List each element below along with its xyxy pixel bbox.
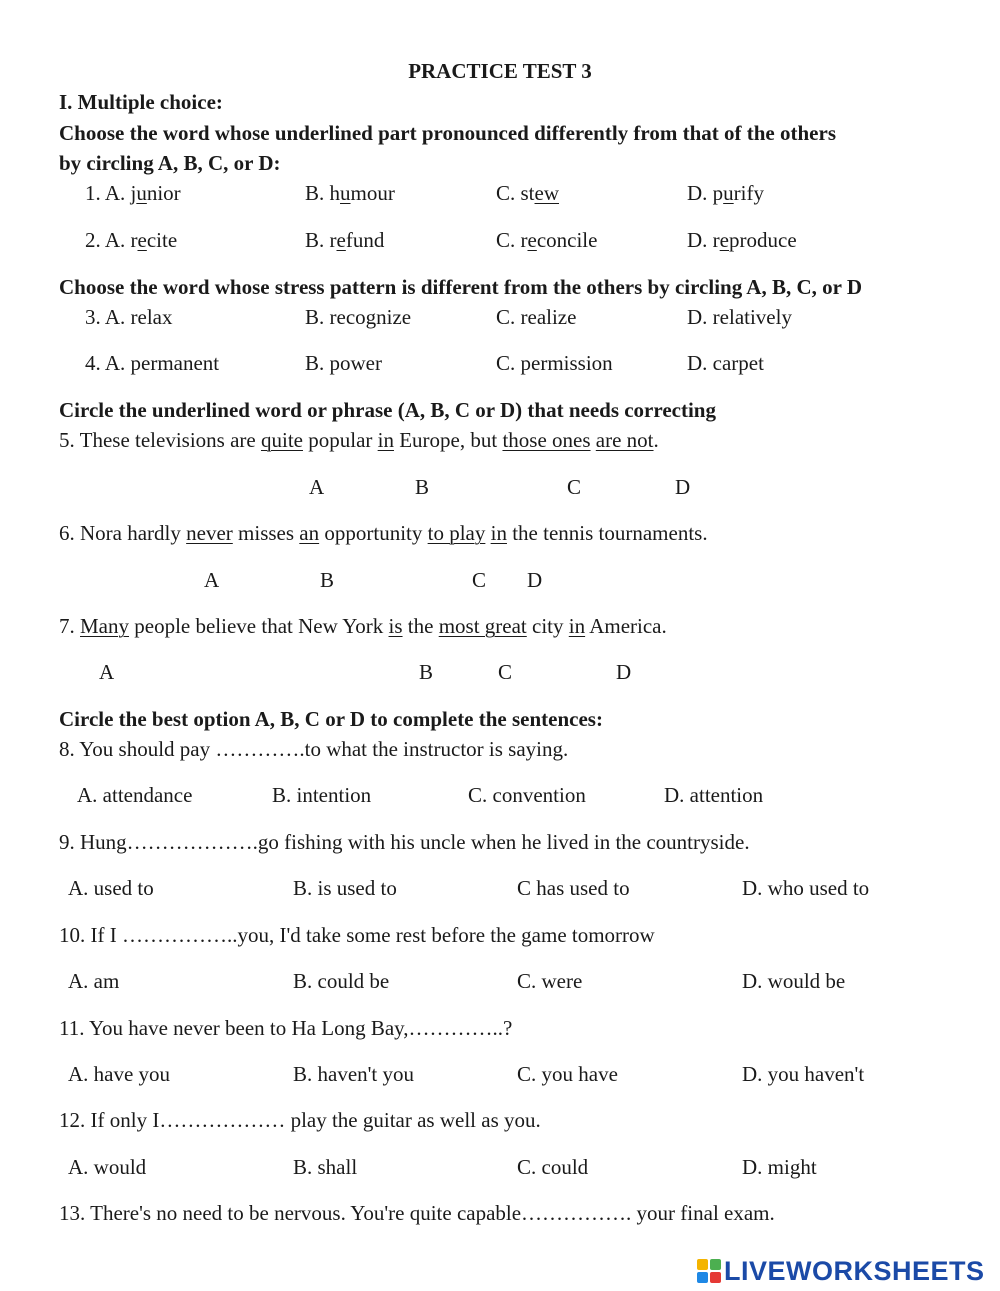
q9-option-a[interactable]: A. used to [68, 876, 154, 900]
q4-option-b[interactable]: B. power [305, 351, 382, 375]
q9-stem: 9. Hung……………….go fishing with his uncle when he lived in the countryside. [59, 830, 750, 854]
q4-option-c[interactable]: C. permission [496, 351, 613, 375]
q7-sentence: 7. Many people believe that New York is the most great city in America. [59, 614, 667, 638]
q3-option-c[interactable]: C. realize [496, 305, 577, 329]
q3-option-d[interactable]: D. relatively [687, 305, 792, 329]
q5-letter-b[interactable]: B [415, 475, 430, 499]
q6-letter-a[interactable]: A [204, 568, 220, 592]
q3-option-b[interactable]: B. recognize [305, 305, 412, 329]
q1-option-d[interactable]: D. purify [687, 181, 764, 205]
q8-option-d[interactable]: D. attention [664, 783, 764, 807]
q6-letter-b[interactable]: B [320, 568, 335, 592]
page-title: PRACTICE TEST 3 [408, 59, 592, 83]
q2-option-d[interactable]: D. reproduce [687, 228, 797, 252]
q11-option-b[interactable]: B. haven't you [293, 1062, 415, 1086]
q8-option-a[interactable]: A. attendance [77, 783, 193, 807]
q5-letter-a[interactable]: A [309, 475, 325, 499]
completion-instruction: Circle the best option A, B, C or D to complete the sentences: [59, 707, 603, 731]
logo-square-3 [697, 1272, 708, 1283]
logo-text: LIVEWORKSHEETS [724, 1255, 985, 1286]
pronunciation-instruction-line-2: by circling A, B, C, or D: [59, 151, 281, 175]
q4-option-a[interactable]: 4. A. permanent [85, 351, 220, 375]
q2-option-a[interactable]: 2. A. recite [85, 228, 178, 252]
q12-option-b[interactable]: B. shall [293, 1155, 358, 1179]
q9-option-d[interactable]: D. who used to [742, 876, 870, 900]
q3-option-a[interactable]: 3. A. relax [85, 305, 173, 329]
q7-letter-a[interactable]: A [99, 660, 115, 684]
pronunciation-instruction-line-1: Choose the word whose underlined part pronounced differently from that of the others [59, 121, 836, 145]
q5-letter-d[interactable]: D [675, 475, 691, 499]
q1-option-c[interactable]: C. stew [496, 181, 560, 205]
q8-option-c[interactable]: C. convention [468, 783, 586, 807]
q10-option-d[interactable]: D. would be [742, 969, 846, 993]
q1-option-a[interactable]: 1. A. junior [85, 181, 181, 205]
q2-option-c[interactable]: C. reconcile [496, 228, 598, 252]
correction-instruction: Circle the underlined word or phrase (A, B, C or D) that needs correcting [59, 398, 716, 422]
logo-square-2 [710, 1259, 721, 1270]
q6-letter-d[interactable]: D [527, 568, 543, 592]
q10-option-c[interactable]: C. were [517, 969, 583, 993]
liveworksheets-logo [697, 1255, 985, 1287]
q7-letter-d[interactable]: D [616, 660, 632, 684]
q12-option-c[interactable]: C. could [517, 1155, 589, 1179]
q11-option-c[interactable]: C. you have [517, 1062, 618, 1086]
q7-letter-c[interactable]: C [498, 660, 513, 684]
q8-option-b[interactable]: B. intention [272, 783, 372, 807]
q9-option-c[interactable]: C has used to [517, 876, 630, 900]
q1-option-b[interactable]: B. humour [305, 181, 395, 205]
q12-option-a[interactable]: A. would [68, 1155, 147, 1179]
q10-stem: 10. If I ……………..you, I'd take some rest before the game tomorrow [59, 923, 655, 947]
q5-letter-c[interactable]: C [567, 475, 582, 499]
q11-option-a[interactable]: A. have you [68, 1062, 171, 1086]
logo-square-4 [710, 1272, 721, 1283]
q11-stem: 11. You have never been to Ha Long Bay,…………..? [59, 1016, 513, 1040]
section-heading: I. Multiple choice: [59, 90, 223, 114]
q10-option-b[interactable]: B. could be [293, 969, 390, 993]
q4-option-d[interactable]: D. carpet [687, 351, 764, 375]
logo-square-1 [697, 1259, 708, 1270]
q2-option-b[interactable]: B. refund [305, 228, 385, 252]
q7-letter-b[interactable]: B [419, 660, 434, 684]
q6-sentence: 6. Nora hardly never misses an opportunity to play in the tennis tournaments. [59, 521, 708, 545]
q6-letter-c[interactable]: C [472, 568, 487, 592]
q5-sentence: 5. These televisions are quite popular in Europe, but those ones are not. [59, 428, 659, 452]
logo-grid-icon [697, 1259, 721, 1283]
q12-option-d[interactable]: D. might [742, 1155, 817, 1179]
stress-instruction: Choose the word whose stress pattern is different from the others by circling A, B, C, or D [59, 275, 862, 299]
q8-stem: 8. You should pay ………….to what the instructor is saying. [59, 737, 569, 761]
q9-option-b[interactable]: B. is used to [293, 876, 397, 900]
q11-option-d[interactable]: D. you haven't [742, 1062, 865, 1086]
q12-stem: 12. If only I……………… play the guitar as well as you. [59, 1108, 541, 1132]
q13-stem: 13. There's no need to be nervous. You're quite capable……………. your final exam. [59, 1201, 775, 1225]
q10-option-a[interactable]: A. am [68, 969, 120, 993]
